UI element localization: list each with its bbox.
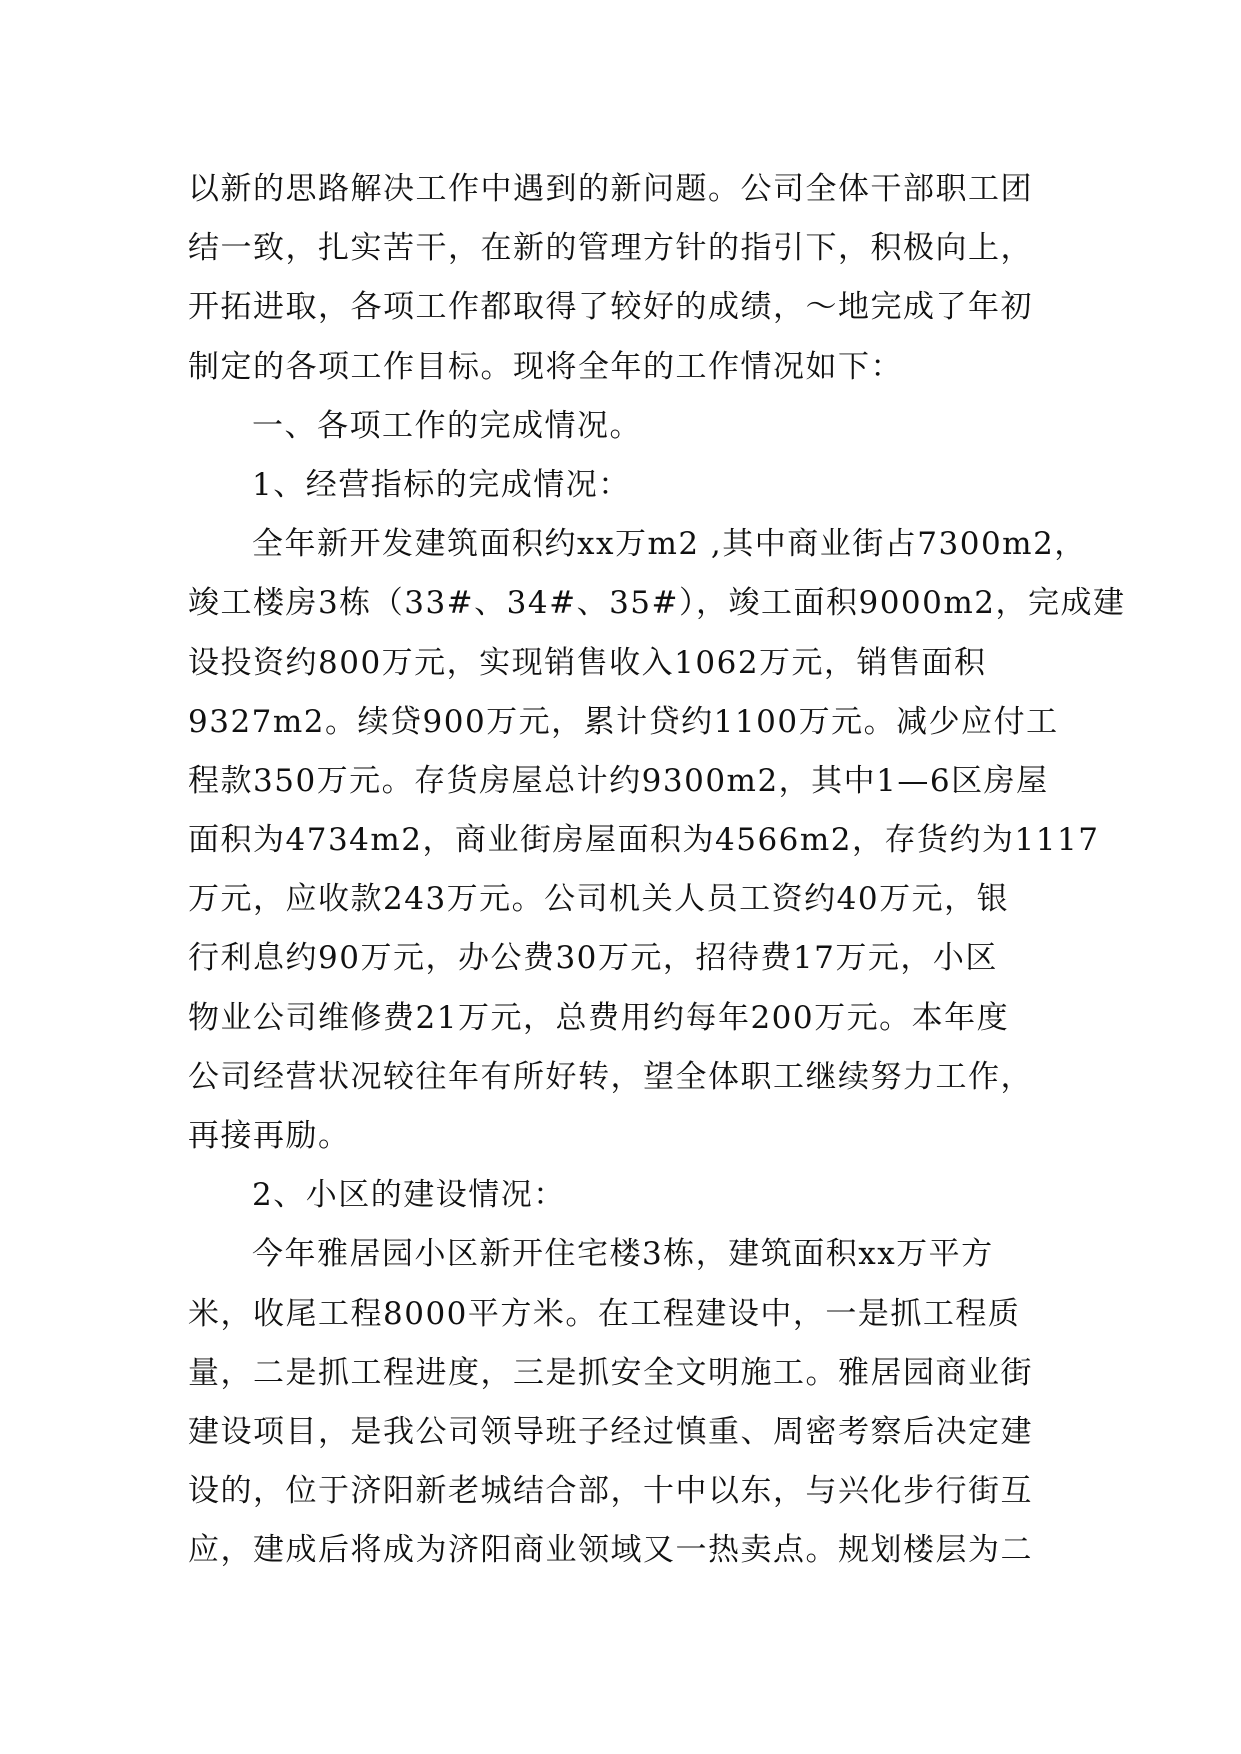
document-body bbox=[188, 160, 1126, 1581]
text-line: 行利息约90万元，办公费30万元，招待费17万元，小区 bbox=[188, 940, 998, 977]
text-line: 开拓进取，各项工作都取得了较好的成绩，～地完成了年初 bbox=[188, 289, 1033, 326]
text-line: 建设项目，是我公司领导班子经过慎重、周密考察后决定建 bbox=[188, 1413, 1033, 1450]
text-line: 结一致，扎实苦干，在新的管理方针的指引下，积极向上， bbox=[188, 230, 1033, 267]
text-line: 物业公司维修费21万元，总费用约每年200万元。本年度 bbox=[188, 999, 1010, 1036]
text-line: 万元，应收款243万元。公司机关人员工资约40万元，银 bbox=[188, 881, 1010, 918]
text-line: 再接再励。 bbox=[188, 1118, 351, 1154]
text-line: 竣工楼房3栋（33#、34#、35#），竣工面积9000m2，完成建 bbox=[188, 585, 1126, 622]
subsection-heading: 1、经营指标的完成情况： bbox=[252, 466, 631, 503]
section-heading: 一、各项工作的完成情况。 bbox=[252, 407, 642, 444]
text-line: 面积为4734m2，商业街房屋面积为4566m2，存货约为1117 bbox=[188, 822, 1100, 859]
text-line: 公司经营状况较往年有所好转，望全体职工继续努力工作， bbox=[188, 1058, 1033, 1095]
text-line: 9327m2。续贷900万元，累计贷约1100万元。减少应付工 bbox=[188, 703, 1059, 740]
text-line: 全年新开发建筑面积约xx万m2 ,其中商业街占7300m2， bbox=[252, 526, 1087, 563]
text-line: 今年雅居园小区新开住宅楼3栋，建筑面积xx万平方 bbox=[252, 1236, 994, 1273]
text-line: 制定的各项工作目标。现将全年的工作情况如下： bbox=[188, 348, 903, 385]
text-line: 应，建成后将成为济阳商业领域又一热卖点。规划楼层为二 bbox=[188, 1532, 1033, 1569]
text-line: 量，二是抓工程进度，三是抓安全文明施工。雅居园商业街 bbox=[188, 1354, 1033, 1391]
text-line: 以新的思路解决工作中遇到的新问题。公司全体干部职工团 bbox=[188, 171, 1033, 207]
text-line: 设的，位于济阳新老城结合部，十中以东，与兴化步行街互 bbox=[188, 1473, 1033, 1510]
text-line: 设投资约800万元，实现销售收入1062万元，销售面积 bbox=[188, 644, 987, 681]
text-line: 程款350万元。存货房屋总计约9300m2，其中1—6区房屋 bbox=[188, 762, 1049, 799]
text-line: 米，收尾工程8000平方米。在工程建设中，一是抓工程质 bbox=[188, 1295, 1021, 1332]
subsection-heading: 2、小区的建设情况： bbox=[252, 1177, 566, 1214]
